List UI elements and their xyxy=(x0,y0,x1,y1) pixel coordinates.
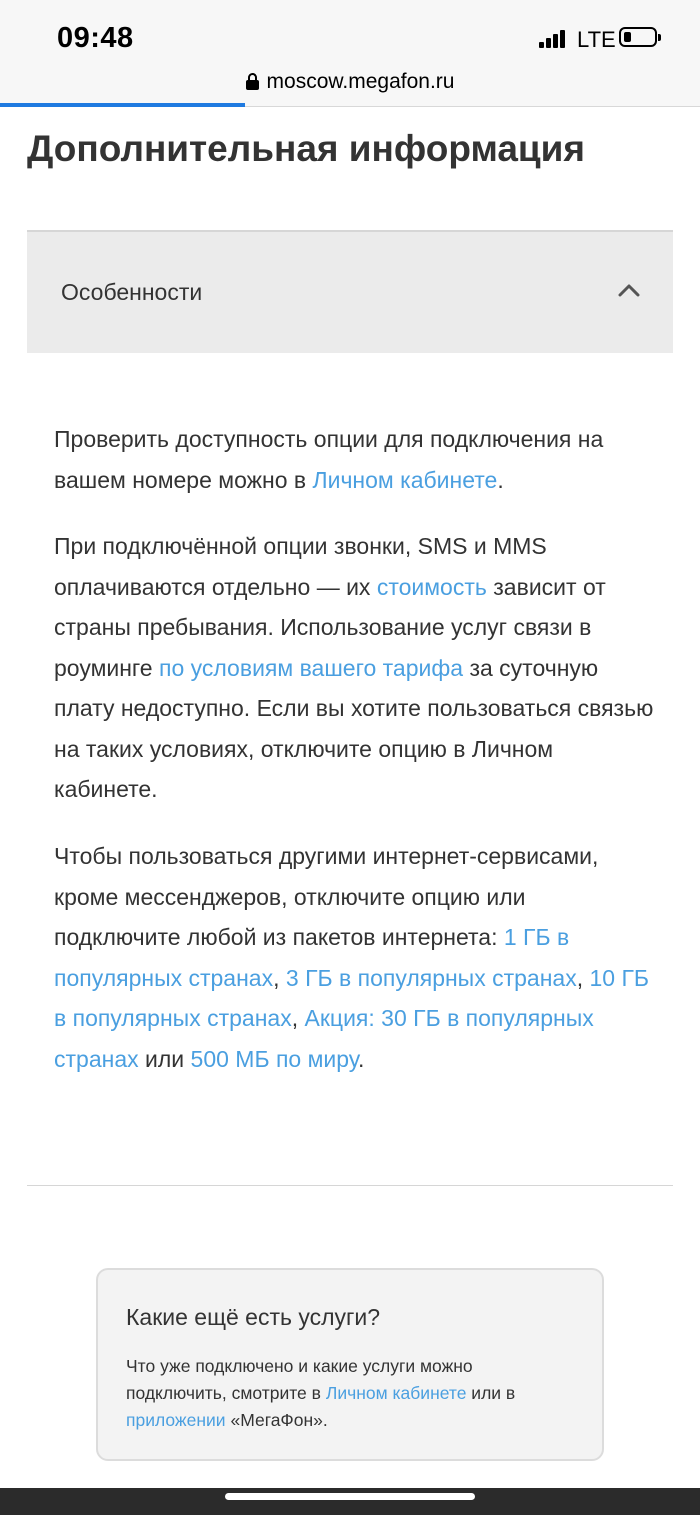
accordion-title: Особенности xyxy=(61,279,203,305)
paragraph-roaming xyxy=(54,526,654,810)
text: . xyxy=(497,466,504,493)
personal-account-link[interactable]: Личном кабинете xyxy=(312,466,498,493)
package-3gb-link[interactable]: 3 ГБ в популярных странах xyxy=(285,964,577,991)
text: Проверить доступность опции для подключения на вашем номере можно в xyxy=(54,426,604,493)
text: «МегаФон». xyxy=(225,1410,328,1430)
battery-icon xyxy=(619,27,657,47)
text: Чтобы пользоваться другими интернет-сервисами, кроме мессенджеров, отключите опцию или подключите любой из пакетов интернета: xyxy=(54,843,599,950)
text: , xyxy=(273,964,286,991)
card-title: Какие ещё есть услуги? xyxy=(126,1304,381,1330)
package-10gb-link[interactable]: 10 ГБ в популярных странах xyxy=(54,964,650,1031)
text: , xyxy=(576,964,590,991)
signal-icon xyxy=(539,30,567,48)
url-display[interactable] xyxy=(0,70,700,94)
page-title: Дополнительная информация xyxy=(27,128,586,169)
card-text xyxy=(126,1353,566,1434)
cost-link[interactable]: стоимость xyxy=(376,573,487,600)
url-text: moscow.megafon.ru xyxy=(266,70,455,93)
paragraph-internet-packages xyxy=(54,836,654,1079)
divider xyxy=(27,1185,673,1186)
page-load-progress xyxy=(0,103,245,107)
tariff-conditions-link[interactable]: по условиям вашего тарифа xyxy=(159,654,464,681)
package-500mb-world-link[interactable]: 500 МБ по миру xyxy=(190,1045,358,1072)
text: зависит от страны пребывания. Использование услуг связи в роуминге xyxy=(54,573,606,681)
text: При подключённой опции звонки, SMS и MMS оплачиваются отдельно — их xyxy=(54,533,547,600)
chevron-up-icon xyxy=(618,283,640,297)
text: Что уже подключено и какие услуги можно подключить, смотрите в xyxy=(126,1356,473,1403)
status-bar xyxy=(0,0,700,64)
accordion-features-toggle[interactable] xyxy=(27,230,673,353)
network-type: LTE xyxy=(577,27,616,52)
text: или xyxy=(138,1045,191,1072)
status-time: 09:48 xyxy=(57,22,134,54)
package-1gb-link[interactable]: 1 ГБ в популярных странах xyxy=(54,924,570,991)
package-30gb-promo-link[interactable]: Акция: 30 ГБ в популярных странах xyxy=(54,1005,594,1072)
card-app-link[interactable]: приложении xyxy=(126,1410,226,1430)
text: или в xyxy=(466,1383,516,1403)
card-personal-account-link[interactable]: Личном кабинете xyxy=(325,1383,467,1403)
paragraph-availability xyxy=(54,419,654,500)
home-indicator[interactable] xyxy=(225,1493,475,1500)
lock-icon xyxy=(246,73,259,89)
text: , xyxy=(291,1005,305,1031)
address-bar[interactable] xyxy=(0,64,700,107)
text: . xyxy=(357,1045,365,1072)
services-info-card xyxy=(96,1268,604,1461)
bottom-bar xyxy=(0,1488,700,1515)
text: за суточную плату недоступно. Если вы хотите пользоваться связью на таких условиях, отключите опцию в Личном кабинете. xyxy=(54,654,654,802)
